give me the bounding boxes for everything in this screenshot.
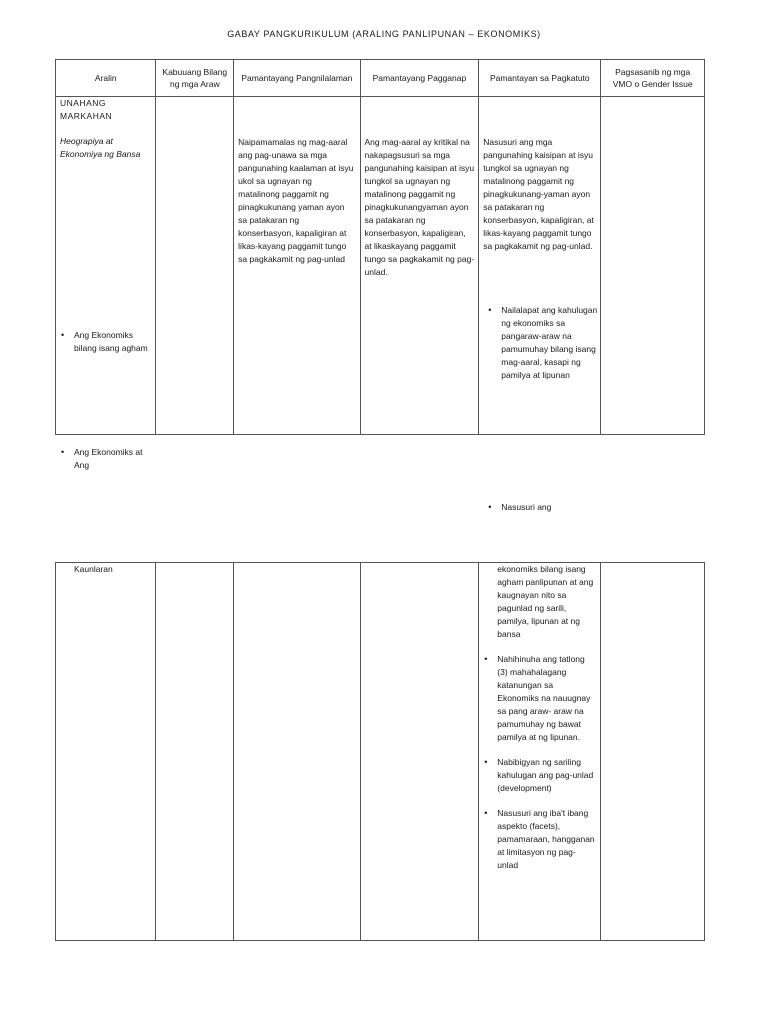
pangnilalaman-cell (234, 97, 360, 435)
pangnilalaman-text: Naipamamalas ng mag-aaral ang pag-unawa sa mga pangunahing kaalaman at isyu ukol sa ugnayan ng matalinong paggamit ng pinagkukunang yaman ayon sa patakaran ng konserbasyon, kapaligiran at likas-kayang paggamit tungo sa pagkakamit ng pag-unlad (238, 137, 354, 264)
lesson-item: • Ang Ekonomiks at Ang (60, 446, 151, 472)
header-pagkatuto: Pamantayan sa Pagkatuto (479, 60, 601, 97)
pagkatuto-bullet: • Nabibigyan ng sariling kahulugan ang pag-unlad (development) (483, 756, 596, 795)
quarter-heading: UNAHANG MARKAHAN (60, 98, 113, 121)
header-araw: Kabuuang Bilang ng mga Araw (156, 60, 234, 97)
pagkatuto-continued: ekonomiks bilang isang agham panlipunan at ang kaugnayan nito sa pagunlad ng sarili, pamilya, lipunan at ng bansa (497, 564, 594, 639)
araw-cell (156, 97, 234, 435)
topic-heading: Heograpiya at Ekonomiya ng Bansa (60, 136, 141, 159)
araw-cell (156, 563, 234, 941)
pagkatuto-bullet: • Nasusuri ang iba't ibang aspekto (facets), pamamaraan, hangganan at limitasyon ng pag-unlad (483, 807, 596, 872)
curriculum-table-page-2 (55, 562, 705, 941)
header-aralin: Aralin (56, 60, 156, 97)
header-pagganap: Pamantayang Pagganap (360, 60, 479, 97)
aralin-cell (56, 563, 156, 941)
aralin-cell (56, 97, 156, 470)
pagganap-cell (360, 97, 479, 435)
header-pangnilalaman: Pamantayang Pangnilalaman (234, 60, 360, 97)
pagganap-cell (360, 563, 479, 941)
header-vmo: Pagsasanib ng mga VMO o Gender Issue (601, 60, 705, 97)
lesson-continued: Kaunlaran (74, 564, 113, 574)
pagkatuto-cell (479, 97, 601, 512)
pagkatuto-bullet: • Nasusuri ang (487, 501, 600, 514)
vmo-cell (601, 97, 705, 435)
pagkatuto-cell (479, 563, 601, 941)
curriculum-table-page-1 (55, 59, 705, 512)
pangnilalaman-cell (234, 563, 360, 941)
pagkatuto-bullet: • Nailalapat ang kahulugan ng ekonomiks sa pangaraw-araw na pamumuhay bilang isang mag-aaral, kasapi ng pamilya at lipunan (487, 304, 600, 382)
pagkatuto-bullet: • Nahihinuha ang tatlong (3) mahahalagang katanungan sa Ekonomiks na nauugnay sa pang araw- araw na pamumuhay ng bawat pamilya at ng lipunan. (483, 653, 596, 744)
document-title: GABAY PANGKURIKULUM (ARALING PANLIPUNAN – EKONOMIKS) (227, 29, 541, 39)
vmo-cell (601, 563, 705, 941)
table-row (56, 97, 705, 435)
pagganap-text: Ang mag-aaral ay kritikal na nakapagsusuri sa mga pangunahing kaisipan at isyu tungkol sa ugnayan ng matalinong paggamit ng pinagkukunangyaman ayon sa patakaran ng konserbasyon, kapaligiran, at likaskayang paggamit tungo sa pagkakamit ng pag-unlad. (364, 137, 475, 277)
pagkatuto-intro: Nasusuri ang mga pangunahing kaisipan at isyu tungkol sa ugnayan ng matalinong paggamit ng pinagkukunang-yaman ayon sa patakaran ng konserbasyon, kapaligiran, at likas-kayang paggamit tungo sa pagkakamit ng pag-unlad. (483, 137, 594, 251)
table-header-row (56, 60, 705, 97)
lesson-item: • Ang Ekonomiks bilang isang agham (60, 329, 151, 355)
table-row (56, 563, 705, 941)
